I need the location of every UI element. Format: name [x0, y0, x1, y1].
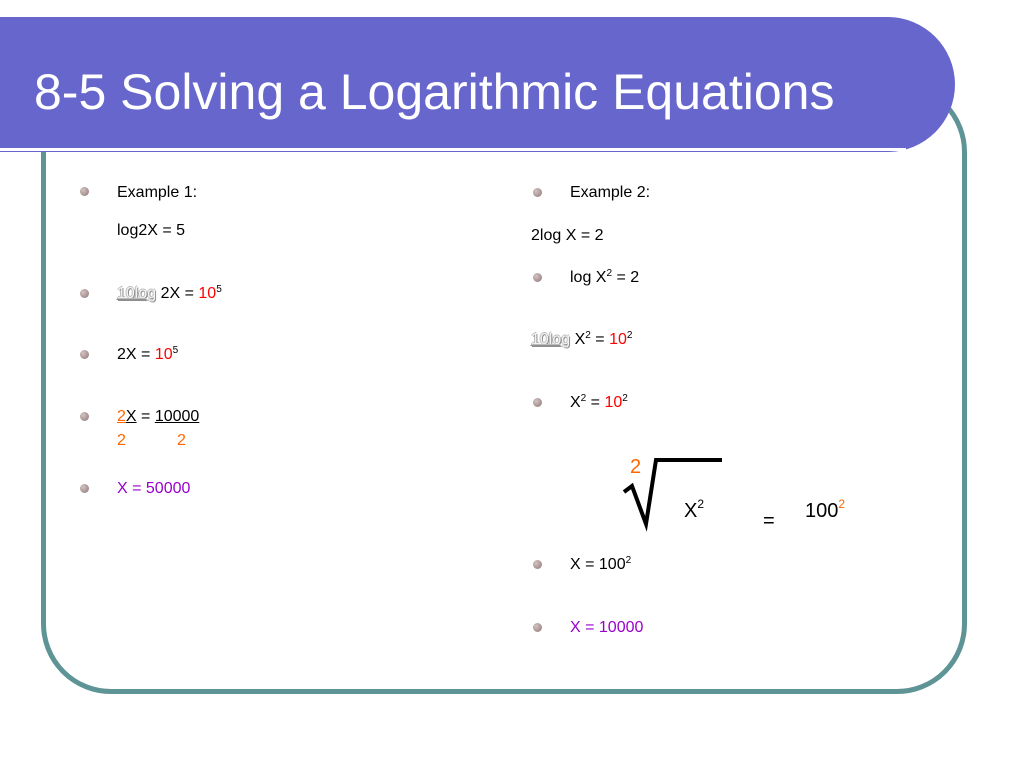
example2-equation: 2log X = 2: [531, 227, 604, 244]
bullet-icon: [533, 188, 542, 197]
step1-rhs: = 2: [612, 269, 640, 286]
exponent: 2: [697, 497, 705, 511]
example2-answer: X = 10000: [570, 619, 644, 636]
power-base: 10: [154, 346, 173, 363]
step1-middle: 2X =: [156, 285, 199, 302]
coefficient: 2: [117, 408, 126, 425]
denominator-left: 2: [117, 432, 126, 449]
example2-step4: [570, 555, 631, 574]
variable: X: [684, 500, 698, 522]
content-frame: [41, 82, 967, 694]
root-radicand: [684, 497, 705, 523]
example2-step1: [570, 268, 639, 287]
equals: =: [590, 331, 610, 348]
slide-title: 8-5 Solving a Logarithmic Equations: [34, 64, 835, 120]
example1-equation: log2X = 5: [117, 222, 186, 239]
power-base: 10: [604, 394, 623, 411]
equals: =: [586, 394, 605, 411]
bullet-icon: [533, 623, 542, 632]
example2-heading: Example 2:: [570, 184, 651, 201]
log-prefix: 10log: [531, 331, 571, 348]
example1-heading: Example 1:: [117, 184, 198, 201]
exponent: 2: [585, 330, 591, 341]
title-bar: [0, 17, 955, 152]
bullet-icon: [80, 412, 89, 421]
exponent: 2: [580, 393, 587, 404]
power-exponent: 2: [622, 393, 628, 404]
step2-lhs: 2X =: [117, 346, 155, 363]
example2-step3: [570, 393, 628, 412]
example1-step1: [117, 284, 222, 303]
log-prefix: 10log: [117, 285, 157, 302]
power-exponent: 5: [172, 345, 179, 356]
power-base: 10: [609, 331, 627, 348]
bullet-icon: [533, 398, 542, 407]
variable: X: [570, 394, 581, 411]
denominator-right: 2: [177, 432, 186, 449]
exponent: 2: [606, 268, 613, 279]
rhs-exponent: 2: [838, 497, 846, 511]
bullet-icon: [533, 560, 542, 569]
variable: X: [570, 331, 586, 348]
power-base: 10: [198, 285, 217, 302]
exponent: 2: [625, 555, 632, 566]
bullet-icon: [533, 273, 542, 282]
power-exponent: 2: [626, 330, 633, 341]
bullet-icon: [80, 350, 89, 359]
step1-lhs: log X: [570, 269, 607, 286]
title-underline: [0, 148, 906, 151]
variable: X: [125, 408, 137, 425]
example1-step3: [117, 407, 199, 426]
bullet-icon: [80, 187, 89, 196]
root-equals: =: [763, 510, 775, 532]
equals: =: [136, 408, 155, 425]
rhs-base: 100: [805, 500, 839, 522]
power-exponent: 5: [216, 284, 222, 295]
root-rhs: [805, 497, 846, 523]
example2-step2: [531, 330, 632, 349]
bullet-icon: [80, 484, 89, 493]
bullet-icon: [80, 289, 89, 298]
example1-step2: [117, 345, 178, 364]
rhs-value: 10000: [154, 408, 200, 425]
step4-lhs: X = 100: [570, 556, 626, 573]
example1-answer: X = 50000: [117, 480, 191, 497]
root-index: 2: [630, 456, 642, 478]
